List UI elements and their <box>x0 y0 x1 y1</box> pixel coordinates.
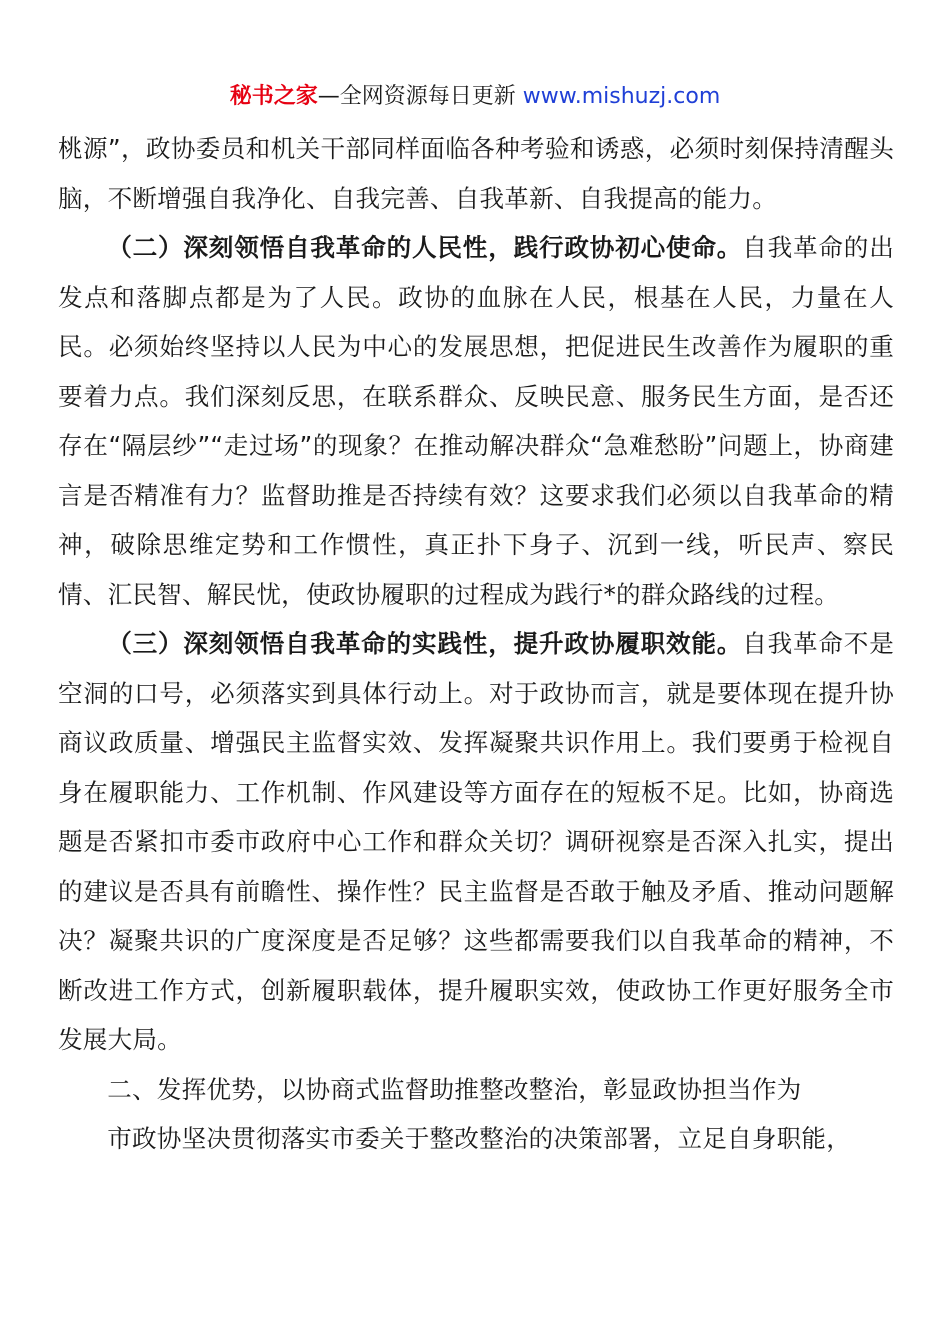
paragraph-text: 自我革命不是空洞的口号，必须落实到具体行动上。对于政协而言，就是要体现在提升协商议政质量、增强民主监督实效、发挥凝聚共识作用上。我们要勇于检视自身在履职能力、工作机制、作风建设等方面存在的短板不足。比如，协商选题是否紧扣市委市政府中心工作和群众关切？调研视察是否深入扎实，提出的建议是否具有前瞻性、操作性？民主监督是否敢于触及矛盾、推动问题解决？凝聚共识的广度深度是否足够？这些都需要我们以自我革命的精神，不断改进工作方式，创新履职载体，提升履职实效，使政协工作更好服务全市发展大局。 <box>58 629 894 1054</box>
site-brand: 秘书之家 <box>229 84 318 109</box>
chapter-heading-text: 二、发挥优势，以协商式监督助推整改整治，彰显政协担当作为 <box>107 1074 802 1104</box>
paragraph-section-2 <box>58 223 894 619</box>
paragraph-continuation <box>58 124 894 223</box>
site-header <box>0 80 950 114</box>
document-body <box>58 124 894 1164</box>
site-url[interactable]: www.mishuzj.com <box>522 84 721 109</box>
paragraph-text: 桃源”，政协委员和机关干部同样面临各种考验和诱惑，必须时刻保持清醒头脑，不断增强自我净化、自我完善、自我革新、自我提高的能力。 <box>58 134 894 213</box>
section-heading: （三）深刻领悟自我革命的实践性，提升政协履职效能。 <box>107 629 743 658</box>
section-heading: （二）深刻领悟自我革命的人民性，践行政协初心使命。 <box>107 233 743 262</box>
paragraph-text: 自我革命的出发点和落脚点都是为了人民。政协的血脉在人民，根基在人民，力量在人民。必须始终坚持以人民为中心的发展思想，把促进民生改善作为履职的重要着力点。我们深刻反思，在联系群众、反映民意、服务民生方面，是否还存在“隔层纱”“走过场”的现象？在推动解决群众“急难愁盼”问题上，协商建言是否精准有力？监督助推是否持续有效？这要求我们必须以自我革命的精神，破除思维定势和工作惯性，真正扑下身子、沉到一线，听民声、察民情、汇民智、解民忧，使政协履职的过程成为践行*的群众路线的过程。 <box>58 233 894 609</box>
paragraph-chapter-2-intro <box>58 1114 894 1164</box>
paragraph-section-3 <box>58 619 894 1065</box>
chapter-heading <box>58 1065 894 1115</box>
paragraph-text: 市政协坚决贯彻落实市委关于整改整治的决策部署，立足自身职能， <box>107 1124 852 1153</box>
site-tagline: —全网资源每日更新 <box>317 84 523 109</box>
